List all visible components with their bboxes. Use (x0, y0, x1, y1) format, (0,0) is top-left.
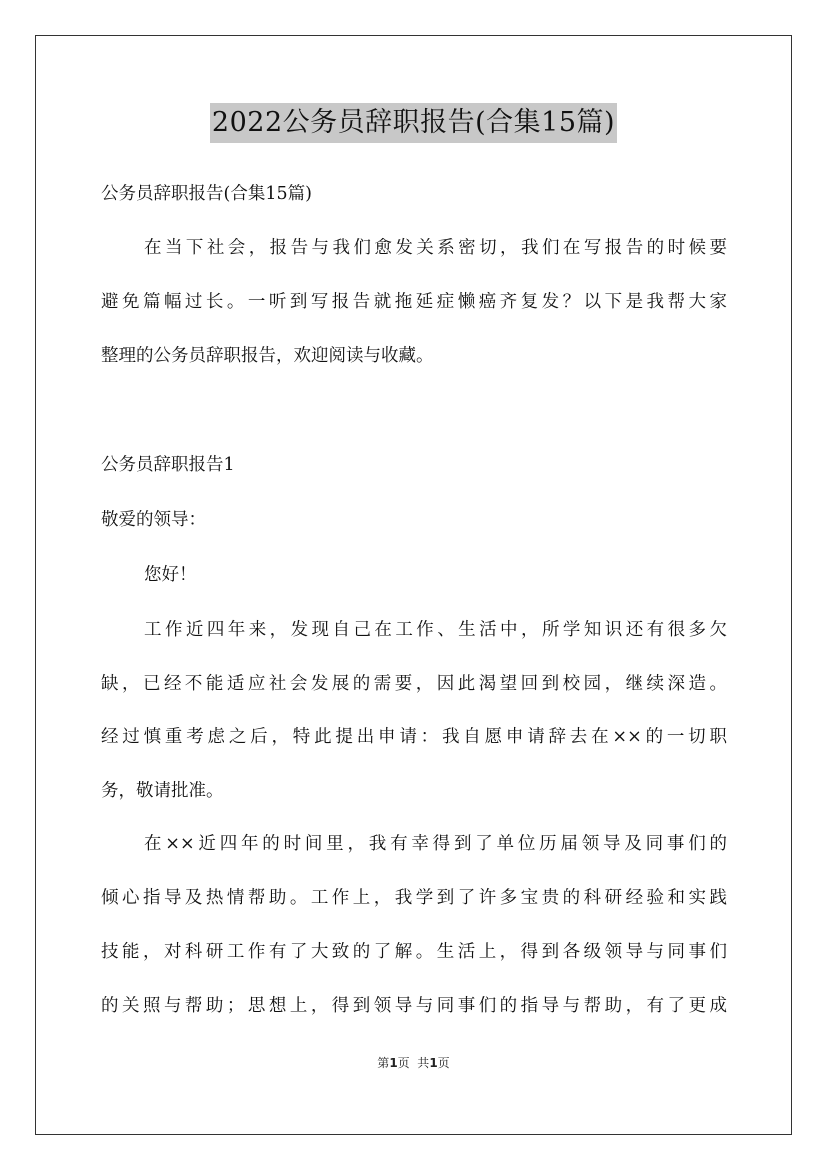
salutation: 敬爱的领导： (101, 510, 206, 530)
title-container (0, 103, 827, 143)
intro-line-3: 整理的公务员辞职报告，欢迎阅读与收藏。 (101, 346, 434, 366)
footer-page-suffix: 页 (437, 1056, 450, 1070)
paragraph1-line-1: 工作近四年来，发现自己在工作、生活中，所学知识还有很多欠 (144, 620, 727, 640)
paragraph2-line-1: 在××近四年的时间里，我有幸得到了单位历届领导及同事们的 (144, 834, 727, 854)
paragraph1-line-3: 经过慎重考虑之后，特此提出申请：我自愿申请辞去在××的一切职 (101, 727, 727, 747)
document-subtitle: 公务员辞职报告(合集15篇) (101, 184, 312, 204)
footer-page-prefix: 第 (377, 1056, 390, 1070)
footer-page-number: 1 (389, 1056, 398, 1070)
intro-line-1: 在当下社会，报告与我们愈发关系密切，我们在写报告的时候要 (144, 238, 727, 258)
paragraph2-line-4: 的关照与帮助；思想上，得到领导与同事们的指导与帮助，有了更成 (101, 996, 727, 1016)
section-heading: 公务员辞职报告1 (101, 455, 235, 475)
footer-page-total: 1 (429, 1056, 438, 1070)
intro-line-2: 避免篇幅过长。一听到写报告就拖延症懒癌齐复发？以下是我帮大家 (101, 292, 727, 312)
footer-page-mid: 页 共 (397, 1056, 430, 1070)
page-footer (0, 1055, 827, 1071)
paragraph1-line-4: 务，敬请批准。 (101, 781, 224, 801)
paragraph2-line-3: 技能，对科研工作有了大致的了解。生活上，得到各级领导与同事们 (101, 942, 727, 962)
paragraph1-line-2: 缺，已经不能适应社会发展的需要，因此渴望回到校园，继续深造。 (101, 674, 727, 694)
document-title: 2022公务员辞职报告(合集15篇) (210, 103, 617, 143)
paragraph2-line-2: 倾心指导及热情帮助。工作上，我学到了许多宝贵的科研经验和实践 (101, 888, 727, 908)
greeting: 您好！ (144, 565, 197, 585)
